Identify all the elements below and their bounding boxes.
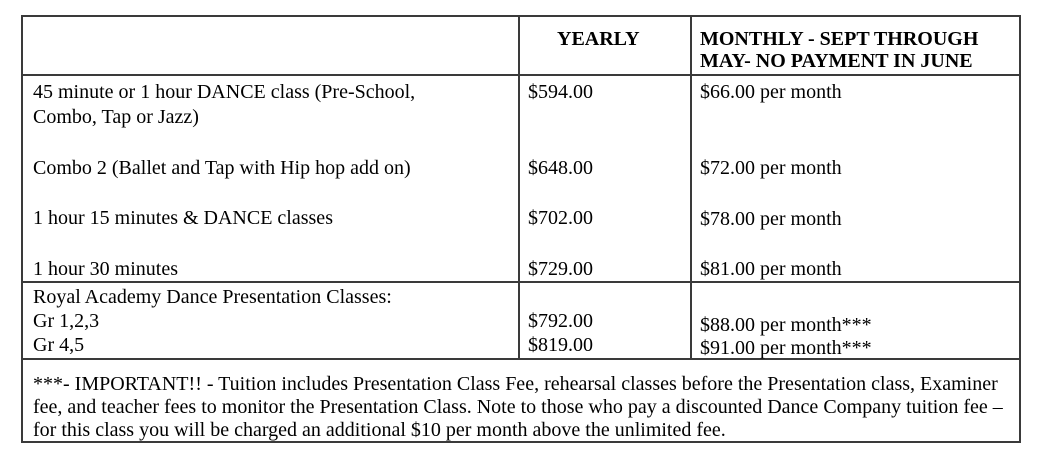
rad-grade-1-label: Gr 1,2,3 <box>33 310 100 332</box>
row-3-yearly: $702.00 <box>528 207 593 229</box>
row-2-desc: Combo 2 (Ballet and Tap with Hip hop add on) <box>33 157 411 179</box>
row-1-desc-line1: 45 minute or 1 hour DANCE class (Pre-School, <box>33 81 416 103</box>
rad-divider <box>23 281 1019 283</box>
row-4-monthly: $81.00 per month <box>700 258 842 280</box>
row-4-yearly: $729.00 <box>528 258 593 280</box>
row-1-monthly: $66.00 per month <box>700 81 842 103</box>
row-3-desc: 1 hour 15 minutes & DANCE classes <box>33 207 333 229</box>
row-1-yearly: $594.00 <box>528 81 593 103</box>
important-note: ***- IMPORTANT!! - Tuition includes Presentation Class Fee, rehearsal classes before the Presentation class, Examiner fee, and teacher fees to monitor the Presentation Class. Note to those who pay a discounted Dance Company tuition fee – for this class you will be charged an additional $10 per month above the unlimited fee. <box>33 373 1003 441</box>
header-monthly-line2: MAY- NO PAYMENT IN JUNE <box>700 50 973 72</box>
rad-grade-1-monthly: $88.00 per month*** <box>700 314 872 336</box>
row-2-monthly: $72.00 per month <box>700 157 842 179</box>
rad-grade-2-monthly: $91.00 per month*** <box>700 337 872 359</box>
header-monthly-line1: MONTHLY - SEPT THROUGH <box>700 28 979 50</box>
tuition-table <box>21 15 1021 443</box>
column-divider-1 <box>518 17 520 358</box>
rad-title: Royal Academy Dance Presentation Classes: <box>33 286 392 308</box>
rad-grade-2-label: Gr 4,5 <box>33 334 85 356</box>
rad-grade-1-yearly: $792.00 <box>528 310 593 332</box>
rad-grade-2-yearly: $819.00 <box>528 334 593 356</box>
row-3-monthly: $78.00 per month <box>700 208 842 230</box>
column-divider-2 <box>690 17 692 358</box>
row-4-desc: 1 hour 30 minutes <box>33 258 178 280</box>
header-divider <box>23 74 1019 76</box>
row-1-desc-line2: Combo, Tap or Jazz) <box>33 106 199 128</box>
row-2-yearly: $648.00 <box>528 157 593 179</box>
header-yearly: YEARLY <box>557 28 640 50</box>
